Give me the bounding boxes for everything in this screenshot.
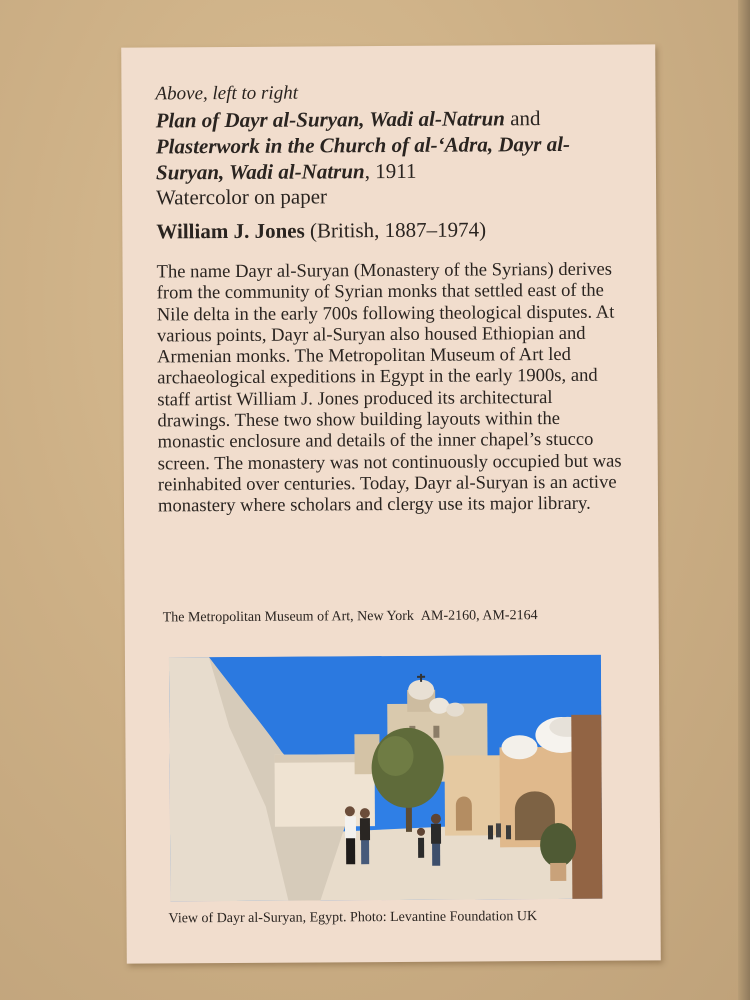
description-text: The name Dayr al-Suryan (Monastery of the Syrians) derives from the community of Syrian monks that settled east of the Nile delta in the early 700s following theological disputes. At various points, Dayr al-Suryan also housed Ethiopian and Armenian monks. The Metropolitan Museum of Art led archaeological expeditions in Egypt in the early 1900s, and staff artist William J. Jones produced its architectural drawings. These two show building layouts within the monastic enclosure and details of the inner chapel’s stucco screen. The monastery was not continuously occupied but was reinhabited over centuries. Today, Dayr al-Suryan is an active monastery where scholars and clergy use its major library. (156, 258, 622, 517)
title-year: , 1911 (364, 158, 417, 184)
monastery-photo (169, 655, 602, 902)
wall-edge (738, 0, 750, 1000)
artist-info: (British, 1887–1974) (304, 217, 487, 243)
title-part-2: Plasterwork in the Church of al-‘Adra, Dayr al-Suryan, Wadi al-Natrun (155, 131, 571, 185)
photo-dome (501, 735, 537, 759)
photo-right-building (445, 755, 505, 835)
artwork-medium: Watercolor on paper (156, 184, 328, 210)
museum-label (121, 44, 661, 963)
title-part-1: Plan of Dayr al-Suryan, Wadi al-Natrun (155, 106, 506, 133)
photo-caption: View of Dayr al-Suryan, Egypt. Photo: Levantine Foundation UK (168, 909, 538, 927)
title-connector: and (504, 106, 541, 131)
credit-line: The Metropolitan Museum of Art, New York AM-2160, AM-2164 (162, 608, 538, 626)
artwork-title (156, 105, 626, 186)
artist-line (156, 217, 486, 244)
caption-lead: Above, left to right (155, 82, 299, 105)
artist-name: William J. Jones (156, 218, 305, 244)
